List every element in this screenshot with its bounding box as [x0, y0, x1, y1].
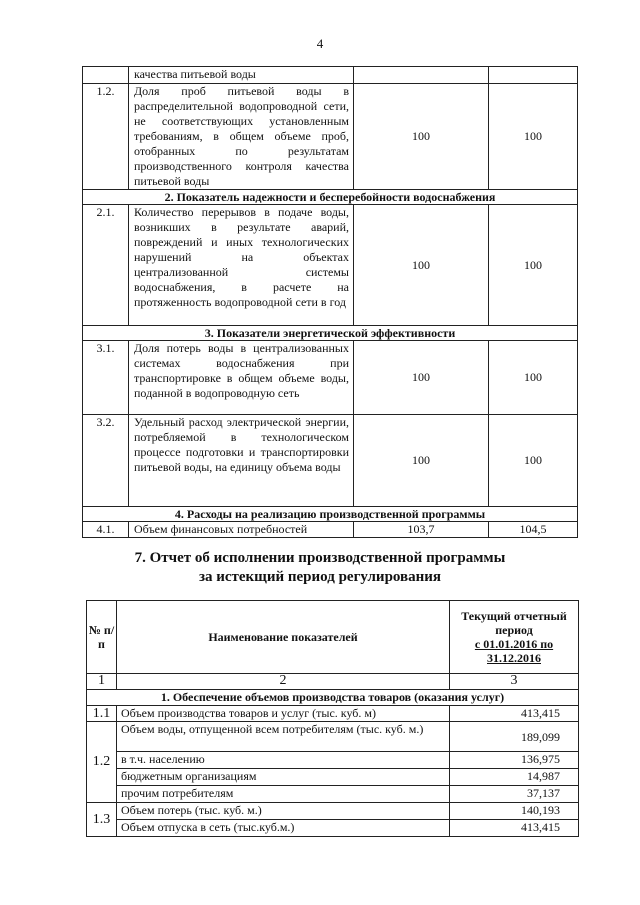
indicator-name: Объем отпуска в сеть (тыс.куб.м.) [117, 820, 450, 837]
table-row [83, 67, 578, 84]
indicator-name: прочим потребителям [117, 786, 450, 803]
row-number: 4.1. [83, 522, 129, 538]
indicator-value: 413,415 [450, 706, 579, 722]
table-row [83, 415, 578, 507]
table-row [87, 820, 579, 837]
indicator-value: 37,137 [450, 786, 579, 803]
indicator-value: 100 [489, 205, 578, 326]
section-header: 2. Показатель надежности и бесперебойности водоснабжения [83, 190, 578, 205]
indicator-description: Удельный расход электрической энергии, потребляемой в технологическом процессе подготовки и транспортировки питьевой воды, на единицу объема воды [129, 415, 354, 507]
section-header-row [83, 507, 578, 522]
table-row [87, 752, 579, 769]
section-header: 1. Обеспечение объемов производства товаров (оказания услуг) [87, 690, 579, 706]
section-header-row [87, 690, 579, 706]
header-period-label: Текущий отчетный период [461, 609, 567, 637]
indicator-name: бюджетным организациям [117, 769, 450, 786]
indicator-value: 100 [354, 205, 489, 326]
table-row [87, 722, 579, 752]
indicator-name: в т.ч. населению [117, 752, 450, 769]
indicator-description: Доля проб питьевой воды в распределительной водопроводной сети, не соответствующих установленным требованиям, в общем объеме проб, отобранных по результатам производственного контроля качества питьевой воды [129, 84, 354, 190]
indicator-value: 104,5 [489, 522, 578, 538]
table-row [83, 84, 578, 190]
row-number: 3.2. [83, 415, 129, 507]
header-name: Наименование показателей [117, 601, 450, 674]
section-header: 3. Показатели энергетической эффективности [83, 326, 578, 341]
header-number: № п/п [87, 601, 117, 674]
column-index: 2 [117, 674, 450, 690]
table-row [83, 522, 578, 538]
table-row [87, 706, 579, 722]
section-title-line-2: за истекщий период регулирования [198, 569, 442, 585]
section-title [0, 549, 640, 587]
row-number: 1.3 [87, 803, 117, 837]
indicator-value: 100 [354, 84, 489, 190]
indicator-value: 136,975 [450, 752, 579, 769]
indicator-description: Количество перерывов в подаче воды, возникших в результате аварий, повреждений и иных технологических нарушений на объектах централизованной системы водоснабжения, в расчете на протяженность водопроводной сети в год [129, 205, 354, 326]
table-row [87, 803, 579, 820]
column-index: 1 [87, 674, 117, 690]
table-row [87, 769, 579, 786]
section-header-row [83, 326, 578, 341]
page-number: 4 [316, 36, 324, 51]
indicator-value: 14,987 [450, 769, 579, 786]
indicator-name: Объем воды, отпущенной всем потребителям (тыс. куб. м.) [117, 722, 450, 752]
indicator-value: 100 [489, 341, 578, 415]
indicator-description: Объем финансовых потребностей [129, 522, 354, 538]
indicators-table [82, 66, 578, 538]
table-row [83, 205, 578, 326]
indicator-description: Доля потерь воды в централизованных системах водоснабжения при транспортировке в общем объеме воды, поданной в водопроводную сеть [129, 341, 354, 415]
report-table [86, 600, 579, 837]
header-period [450, 601, 579, 674]
row-number: 1.2 [87, 722, 117, 803]
header-row [87, 601, 579, 674]
section-title-line-1: 7. Отчет об исполнении производственной программы [134, 550, 506, 566]
indicator-name: Объем потерь (тыс. куб. м.) [117, 803, 450, 820]
indicator-value: 140,193 [450, 803, 579, 820]
row-number: 2.1. [83, 205, 129, 326]
row-number: 3.1. [83, 341, 129, 415]
indicator-name: Объем производства товаров и услуг (тыс. куб. м) [117, 706, 450, 722]
table-row [83, 341, 578, 415]
indicator-value: 413,415 [450, 820, 579, 837]
header-period-dates: с 01.01.2016 по 31.12.2016 [474, 637, 554, 665]
section-header: 4. Расходы на реализацию производственной программы [83, 507, 578, 522]
indicator-value: 100 [354, 341, 489, 415]
section-header-row [83, 190, 578, 205]
table-row [87, 786, 579, 803]
indicator-value: 100 [489, 84, 578, 190]
row-number: 1.2. [83, 84, 129, 190]
indicator-value: 100 [354, 415, 489, 507]
indicator-value: 103,7 [354, 522, 489, 538]
indicator-description: качества питьевой воды [129, 67, 354, 84]
indicator-value: 100 [489, 415, 578, 507]
column-index: 3 [450, 674, 579, 690]
index-row [87, 674, 579, 690]
row-number: 1.1 [87, 706, 117, 722]
indicator-value: 189,099 [450, 722, 579, 752]
